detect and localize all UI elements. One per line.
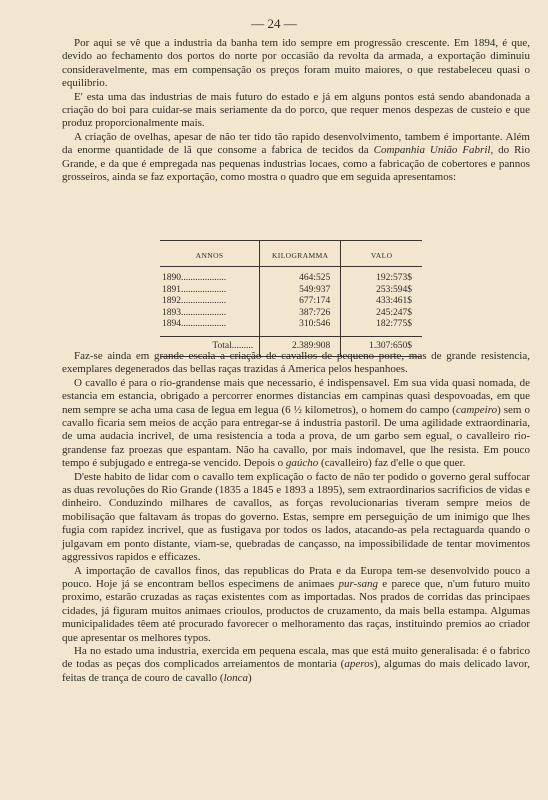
paragraph: A criação de ovelhas, apesar de não ter tido tão rapido desenvolvimento, tambem é importante. Além da enorme quantidade de lã que consome a fabrica de tecidos da Companhia União Fabril, do Rio Grande, e da que é empregada nas pequenas industrias locaes, como a fabricação de cobertores e pannos grosseiros, ainda se faz exportação, como mostra o quadro que em seguida apresentamos: [62, 130, 530, 184]
column-header-value: VALO [341, 241, 422, 267]
table-row: 1892................... 677:174 433:461$ [160, 296, 422, 308]
paragraph: O cavallo é para o rio-grandense mais que necessario, é indispensavel. Em sua vida quasi nomada, de estancia em estancia, obrigado a percorrer enormes distancias em campinas quasi despovoadas, em que nem sempre se acha uma casa de legua em legua (6 ½ kilometros), o homem do campo (campeiro) sem o cavallo ficaria sem meios de acção para entregar-se á industria pastoril. De uma agilidade extraordinaria, de uma audacia incrivel, de uma resistencia a toda a prova, de um garbo sem egual, o cavalleiro rio-grandense faz proezas que espantam. Não ha cavallo, por mais indomavel, que lhe resista. Em pouco tempo é subjugado e entrega-se vencido. Depois o gaúcho (cavalleiro) faz d'elle o que quer. [62, 376, 530, 470]
text-section-bottom [62, 350, 530, 685]
column-header-years: ANNOS [160, 241, 260, 267]
text-section-top [62, 37, 530, 184]
table-row: 1890................... 464:525 192:573$ [160, 267, 422, 285]
paragraph: D'este habito de lidar com o cavallo tem explicação o facto de não ter podido o governo geral suffocar as duas revoluções do Rio Grande (1835 a 1845 e 1893 a 1895), sem extraordinarios sacrificios de vidas e dinheiro. Conduzindo milhares de cavallos, as forças revolucionarias tiveram sempre meios de mobilisação que faltavam ás tropas do governo. Estas, sempre em perseguição de um inimigo que lhes fugia com rapidez incrivel, que as fustigava por todos os lados, atacando-as pela rectaguarda quando o julgavam em ponto distante, viam-se, quebradas de cançasso, na impossibilidade de tentar movimentos aggressivos rapidos e efficazes. [62, 470, 530, 564]
paragraph: E' esta uma das industrias de mais futuro do estado e já em alguns pontos está sendo abandonada a criação do boi para cuidar-se mais seriamente da do porco, que requer menos despezas de custeio e que produz proporcionalmente mais. [62, 90, 530, 130]
paragraph: A importação de cavallos finos, das republicas do Prata e da Europa tem-se desenvolvido pouco a pouco. Hoje já se encontram bellos especimens de animaes pur-sang e parece que, n'um futuro muito proximo, estarão cruzadas as raças existentes com as importadas. Nos prados de corridas das principaes cidades, já figuram muitos animaes crioulos, productos de cruzamento, da mais bella estampa. Algumas municipalidades têem até procurado favorecer o melhoramento das raças, instituindo premios ao criador que apresentar os melhores typos. [62, 564, 530, 644]
paragraph: Ha no estado uma industria, exercida em pequena escala, mas que está muito generalisada: é o fabrico de todas as peças dos complicados arreiamentos de montaria (aperos), algumas do mais delicado lavor, feitas de trança de couro de cavallo (lonca) [62, 644, 530, 684]
paragraph: Por aqui se vê que a industria da banha tem ido sempre em progressão crescente. Em 1894, é que, devido ao fechamento dos portos do norte por occasião da revolta da armada, a exportação diminuiu consideravelmente, mas em compensação os preços foram muito maiores, o que restabeleceu quasi o equilibrio. [62, 37, 530, 90]
wool-export-table [160, 240, 422, 357]
table-row: 1894................... 310:546 182:775$ [160, 319, 422, 336]
paragraph: Faz-se ainda em grande escala a criação de cavallos de pequeno porte, mas de grande resistencia, exemplares degenerados das bellas raças trazidas á America pelos hespanhoes. [62, 350, 530, 376]
table-total-row: Total......... 2.389:908 1.307:650$ [160, 336, 422, 357]
page-number: — 24 — [251, 16, 297, 31]
table-row: 1893................... 387:726 245:247$ [160, 308, 422, 320]
column-header-kilograms: KILOGRAMMA [260, 241, 341, 267]
table-row: 1891................... 549:937 253:594$ [160, 285, 422, 297]
